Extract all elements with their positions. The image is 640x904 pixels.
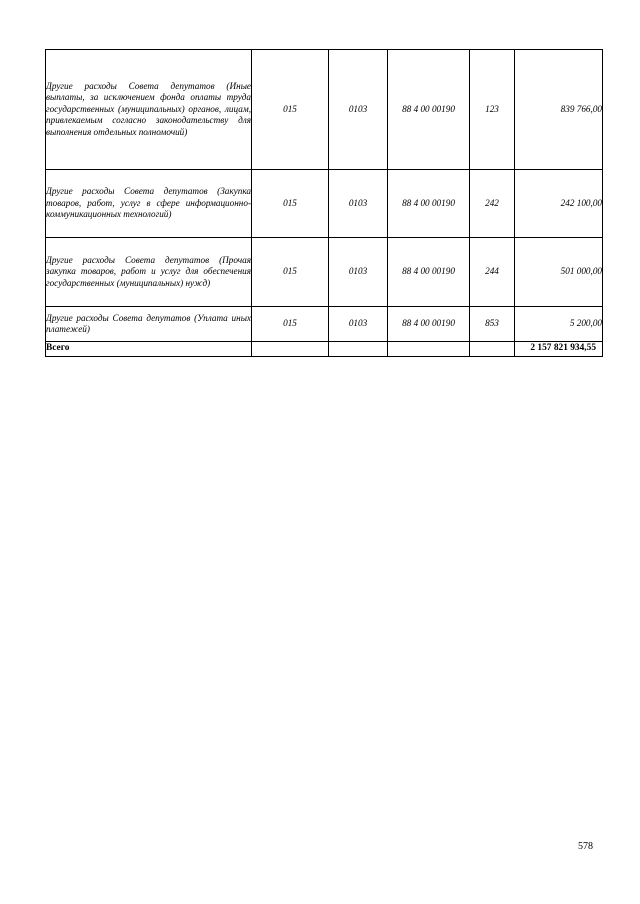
ministry-code: 015 (252, 238, 329, 307)
empty-cell (329, 342, 388, 357)
total-row (46, 342, 603, 357)
budget-table (45, 49, 603, 357)
empty-cell (470, 342, 515, 357)
total-amount: 2 157 821 934,55 (515, 342, 603, 357)
page-number: 578 (578, 841, 593, 852)
empty-cell (252, 342, 329, 357)
expense-type-code: 242 (470, 170, 515, 238)
table-row (46, 307, 603, 342)
table-row (46, 238, 603, 307)
empty-cell (388, 342, 470, 357)
amount-cell: 501 000,00 (515, 238, 603, 307)
table-row (46, 50, 603, 170)
table-row (46, 170, 603, 238)
target-article-code: 88 4 00 00190 (388, 307, 470, 342)
row-description: Другие расходы Совета депутатов (Закупка товаров, работ, услуг в сфере информационно-коммуникационных технологий) (46, 170, 252, 238)
ministry-code: 015 (252, 50, 329, 170)
amount-cell: 839 766,00 (515, 50, 603, 170)
amount-cell: 5 200,00 (515, 307, 603, 342)
total-label: Всего (46, 342, 252, 357)
expense-type-code: 123 (470, 50, 515, 170)
target-article-code: 88 4 00 00190 (388, 50, 470, 170)
expense-type-code: 853 (470, 307, 515, 342)
target-article-code: 88 4 00 00190 (388, 170, 470, 238)
section-code: 0103 (329, 50, 388, 170)
section-code: 0103 (329, 170, 388, 238)
row-description: Другие расходы Совета депутатов (Уплата иных платежей) (46, 307, 252, 342)
ministry-code: 015 (252, 170, 329, 238)
expense-type-code: 244 (470, 238, 515, 307)
section-code: 0103 (329, 238, 388, 307)
ministry-code: 015 (252, 307, 329, 342)
amount-cell: 242 100,00 (515, 170, 603, 238)
row-description: Другие расходы Совета депутатов (Иные выплаты, за исключением фонда оплаты труда государственных (муниципальных) органов, лицам, привлекаемым согласно законодательству для выполнения отдельных полномочий) (46, 50, 252, 170)
section-code: 0103 (329, 307, 388, 342)
row-description: Другие расходы Совета депутатов (Прочая закупка товаров, работ и услуг для обеспечения государственных (муниципальных) нужд) (46, 238, 252, 307)
target-article-code: 88 4 00 00190 (388, 238, 470, 307)
